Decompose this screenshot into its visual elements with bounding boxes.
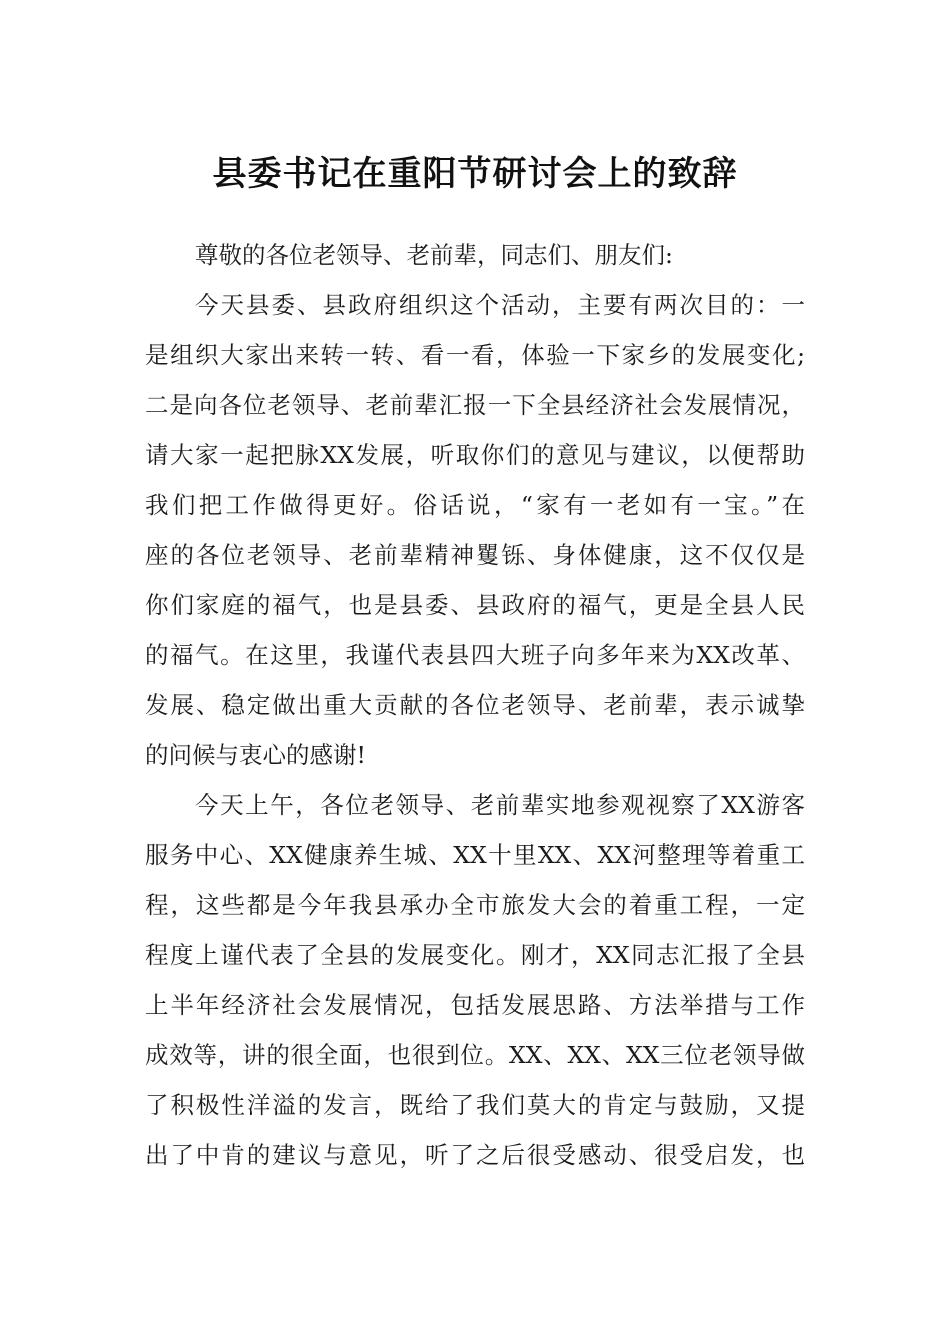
paragraph-line: 的福气。在这里，我谨代表县四大班子向多年来为XX改革、 — [145, 641, 805, 669]
paragraph-line: 发展、稳定做出重大贡献的各位老领导、老前辈，表示诚挚 — [145, 691, 805, 719]
paragraph-line: 今天县委、县政府组织这个活动，主要有两次目的：一 — [195, 291, 805, 319]
salutation-line: 尊敬的各位老领导、老前辈，同志们、朋友们: — [195, 241, 673, 269]
paragraph-line: 程，这些都是今年我县承办全市旅发大会的着重工程，一定 — [145, 891, 805, 919]
paragraph-line: 座的各位老领导、老前辈精神矍铄、身体健康，这不仅仅是 — [145, 541, 805, 569]
paragraph-line: 今天上午，各位老领导、老前辈实地参观视察了XX游客 — [195, 791, 805, 819]
paragraph-line: 出了中肯的建议与意见，听了之后很受感动、很受启发，也 — [145, 1141, 805, 1169]
paragraph-line: 服务中心、XX健康养生城、XX十里XX、XX河整理等着重工 — [145, 841, 805, 869]
document-body — [145, 230, 805, 1180]
paragraph-line: 请大家一起把脉XX发展，听取你们的意见与建议，以便帮助 — [145, 441, 805, 469]
paragraph-line: 上半年经济社会发展情况，包括发展思路、方法举措与工作 — [145, 991, 805, 1019]
paragraph-line: 程度上谨代表了全县的发展变化。刚才，XX同志汇报了全县 — [145, 941, 805, 969]
paragraph-line: 的问候与衷心的感谢! — [145, 741, 366, 769]
document-title: 县委书记在重阳节研讨会上的致辞 — [212, 154, 738, 194]
paragraph-line: 你们家庭的福气，也是县委、县政府的福气，更是全县人民 — [145, 591, 805, 619]
paragraph-line: 了积极性洋溢的发言，既给了我们莫大的肯定与鼓励，又提 — [145, 1091, 805, 1119]
paragraph-line: 成效等，讲的很全面，也很到位。XX、XX、XX三位老领导做 — [145, 1041, 805, 1069]
paragraph-line: 是组织大家出来转一转、看一看，体验一下家乡的发展变化; — [145, 341, 805, 369]
paragraph-line: 二是向各位老领导、老前辈汇报一下全县经济社会发展情况， — [145, 391, 805, 419]
paragraph-line: 我们把工作做得更好。俗话说，“家有一老如有一宝。”在 — [145, 491, 805, 519]
